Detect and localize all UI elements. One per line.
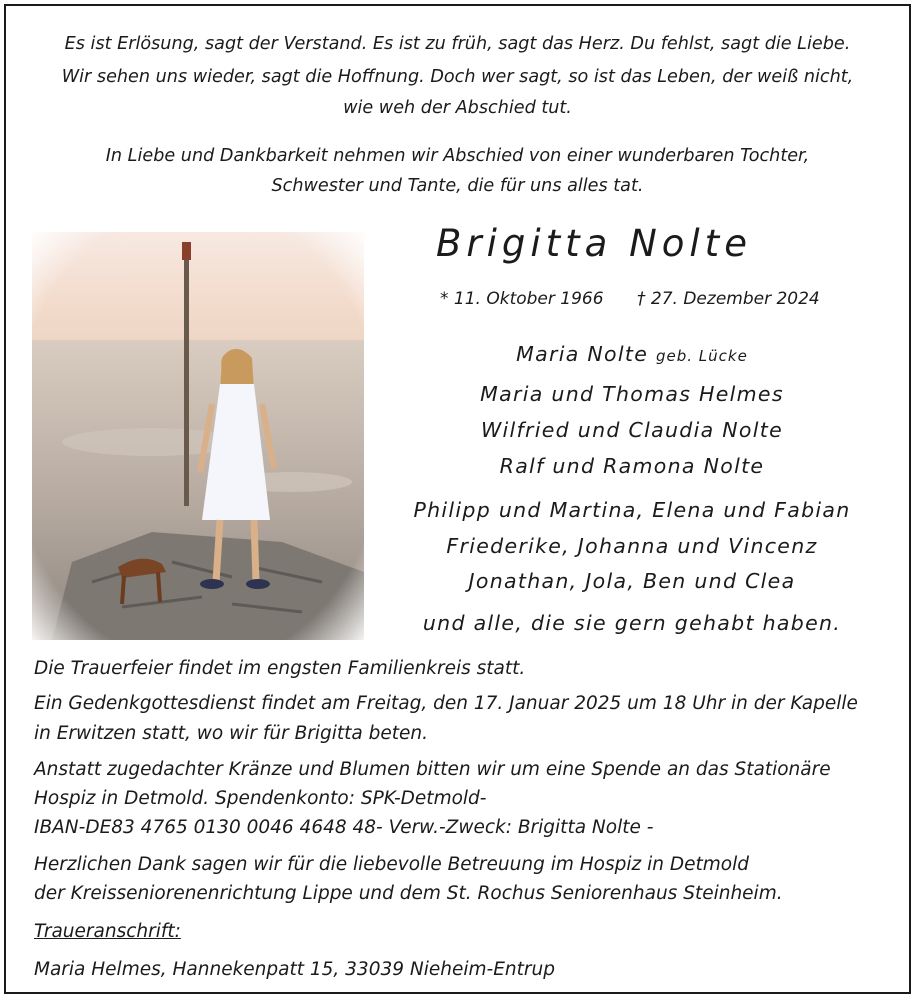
address-label: Traueranschrift: (34, 921, 181, 942)
mourner-sibling: Wilfried und Claudia Nolte (480, 418, 784, 442)
funeral-notice: Die Trauerfeier findet im engsten Familienkreis statt. (34, 658, 526, 679)
mourner-mother-note: geb. Lücke (655, 347, 748, 365)
mourning-address: Maria Helmes, Hannekenpatt 15, 33039 Nieheim-Entrup (34, 959, 555, 980)
quote-line-2: Wir sehen uns wieder, sagt die Hoffnung. Doch wer sagt, so ist das Leben, der weiß nicht, (61, 66, 854, 87)
donation-line-3: IBAN-DE83 4765 0130 0046 4648 48- Verw.-Zweck: Brigitta Nolte - (34, 817, 654, 838)
thanks-line-1: Herzlichen Dank sagen wir für die liebevolle Betreuung im Hospiz in Detmold (34, 854, 749, 875)
mourner-niece-nephew: Philipp und Martina, Elena und Fabian (413, 498, 851, 522)
mourner-niece-nephew: Jonathan, Jola, Ben und Clea (468, 569, 796, 593)
deceased-name: Brigitta Nolte (436, 222, 752, 265)
mourner-mother-name: Maria Nolte (516, 342, 649, 366)
mourner-niece-nephew: Friederike, Johanna und Vincenz (446, 534, 818, 558)
donation-line-2: Hospiz in Detmold. Spendenkonto: SPK-Detmold- (34, 788, 487, 809)
memorial-line-2: in Erwitzen statt, wo wir für Brigitta beten. (34, 723, 428, 744)
mourner-mother (384, 342, 880, 366)
beach-photo-illustration (32, 232, 364, 640)
mourner-sibling: Maria und Thomas Helmes (480, 382, 784, 406)
death-date: † 27. Dezember 2024 (637, 289, 820, 309)
portrait-photo (32, 232, 364, 640)
birth-date: * 11. Oktober 1966 (440, 289, 604, 309)
mourner-closing: und alle, die sie gern gehabt haben. (422, 611, 842, 635)
donation-line-1: Anstatt zugedachter Kränze und Blumen bitten wir um eine Spende an das Stationäre (34, 759, 831, 780)
intro-line-1: In Liebe und Dankbarkeit nehmen wir Abschied von einer wunderbaren Tochter, (105, 145, 810, 166)
thanks-line-2: der Kreisseniorenenrichtung Lippe und dem St. Rochus Seniorenhaus Steinheim. (34, 883, 783, 904)
quote-line-1: Es ist Erlösung, sagt der Verstand. Es ist zu früh, sagt das Herz. Du fehlst, sagt die Liebe. (64, 33, 851, 54)
quote-line-3: wie weh der Abschied tut. (343, 97, 572, 118)
intro-line-2: Schwester und Tante, die für uns alles tat. (271, 175, 644, 196)
mourner-sibling: Ralf und Ramona Nolte (499, 454, 765, 478)
memorial-line-1: Ein Gedenkgottesdienst findet am Freitag, den 17. Januar 2025 um 18 Uhr in der Kapelle (34, 693, 858, 714)
obituary-frame (4, 4, 911, 994)
